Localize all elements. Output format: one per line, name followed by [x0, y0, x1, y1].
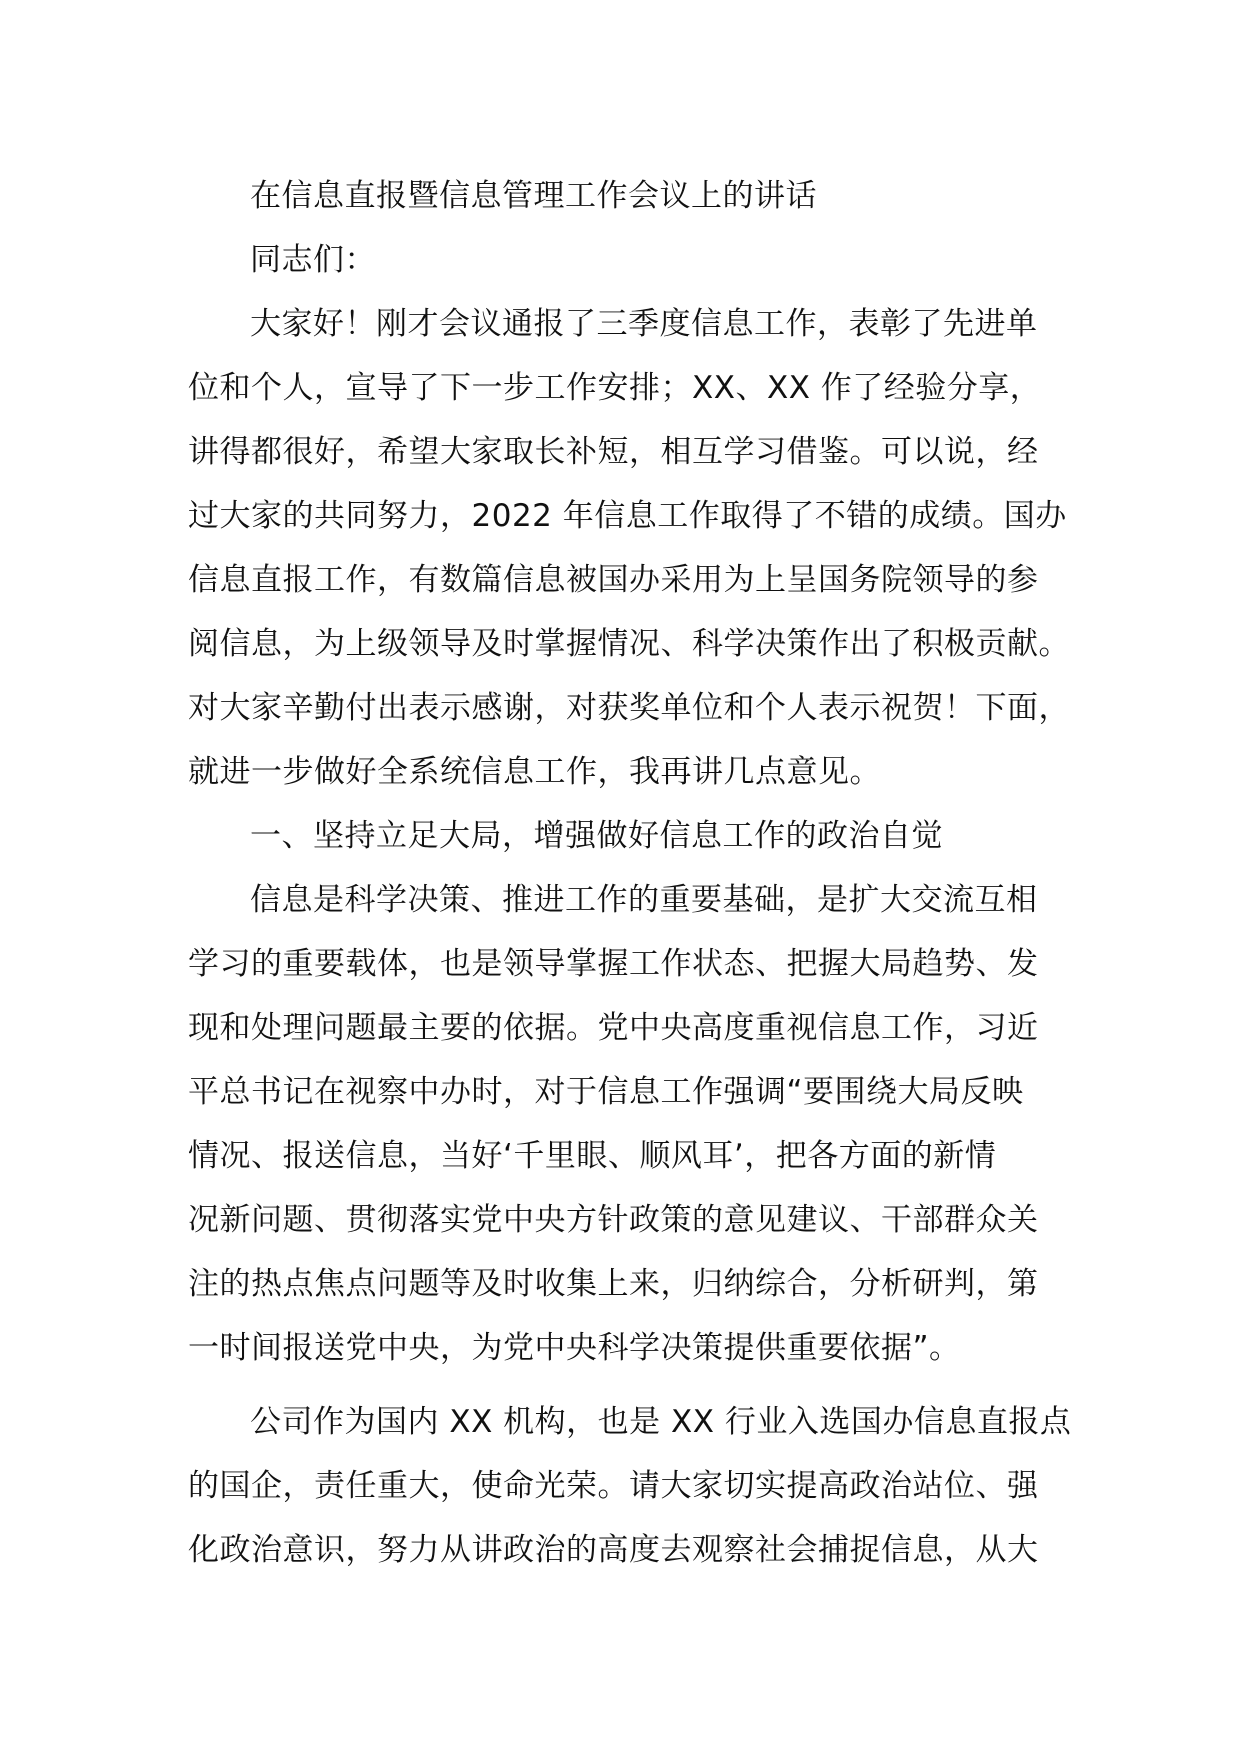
- paragraph-1-line-4: 过大家的共同努力，2022 年信息工作取得了不错的成绩。国办: [188, 498, 1067, 534]
- paragraph-3-line-1: 公司作为国内 XX 机构，也是 XX 行业入选国办信息直报点: [250, 1404, 1072, 1440]
- paragraph-1-line-7: 对大家辛勤付出表示感谢，对获奖单位和个人表示祝贺！下面，: [188, 690, 1070, 726]
- paragraph-2-line-8: 一时间报送党中央，为党中央科学决策提供重要依据”。: [188, 1330, 961, 1366]
- paragraph-3-line-3: 化政治意识，努力从讲政治的高度去观察社会捕捉信息，从大: [188, 1532, 1039, 1568]
- paragraph-2-line-3: 现和处理问题最主要的依据。党中央高度重视信息工作，习近: [188, 1010, 1039, 1046]
- paragraph-2-line-7: 注的热点焦点问题等及时收集上来，归纳综合，分析研判，第: [188, 1266, 1039, 1302]
- paragraph-1-line-8: 就进一步做好全系统信息工作，我再讲几点意见。: [188, 754, 881, 790]
- paragraph-2-line-4: 平总书记在视察中办时，对于信息工作强调“要围绕大局反映: [188, 1074, 1024, 1110]
- paragraph-2-line-1: 信息是科学决策、推进工作的重要基础，是扩大交流互相: [250, 882, 1038, 918]
- paragraph-2-line-2: 学习的重要载体，也是领导掌握工作状态、把握大局趋势、发: [188, 946, 1039, 982]
- paragraph-3-line-2: 的国企，责任重大，使命光荣。请大家切实提高政治站位、强: [188, 1468, 1039, 1504]
- section-heading-1: 一、坚持立足大局，增强做好信息工作的政治自觉: [250, 818, 943, 854]
- paragraph-1-line-3: 讲得都很好，希望大家取长补短，相互学习借鉴。可以说，经: [188, 434, 1039, 470]
- salutation: 同志们：: [250, 242, 376, 278]
- paragraph-2-line-5: 情况、报送信息，当好‘千里眼、顺风耳’，把各方面的新情: [188, 1138, 997, 1174]
- paragraph-1-line-5: 信息直报工作，有数篇信息被国办采用为上呈国务院领导的参: [188, 562, 1039, 598]
- paragraph-1-line-2: 位和个人，宣导了下一步工作安排；XX、XX 作了经验分享，: [188, 370, 1042, 406]
- document-title: 在信息直报暨信息管理工作会议上的讲话: [250, 178, 817, 214]
- paragraph-1-line-1: 大家好！刚才会议通报了三季度信息工作，表彰了先进单: [250, 306, 1038, 342]
- paragraph-1-line-6: 阅信息，为上级领导及时掌握情况、科学决策作出了积极贡献。: [188, 626, 1070, 662]
- paragraph-2-line-6: 况新问题、贯彻落实党中央方针政策的意见建议、干部群众关: [188, 1202, 1039, 1238]
